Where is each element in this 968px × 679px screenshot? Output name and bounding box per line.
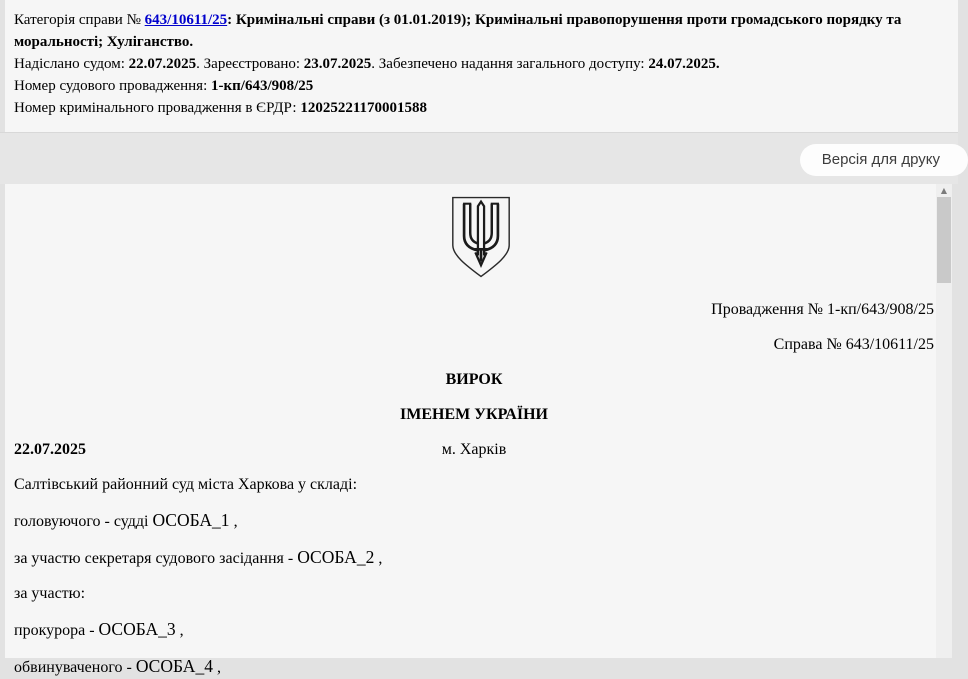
anonymized-person: ОСОБА_2 [297, 547, 375, 567]
sent-date: 22.07.2025 [128, 56, 197, 72]
doc-paragraphs [14, 474, 934, 679]
ukraine-trident-emblem-icon [450, 196, 512, 278]
case-category-line [14, 9, 944, 53]
emblem-container [14, 196, 934, 285]
doc-paragraph: Салтівський районний суд міста Харкова у складі: [14, 476, 358, 493]
verdict-city: м. Харків [441, 441, 507, 458]
verdict-title: ВИРОК [445, 371, 503, 388]
erdr-value: 12025221170001588 [300, 100, 428, 116]
scrollbar-thumb[interactable] [937, 197, 951, 283]
proceeding-number: Провадження № 1-кп/643/908/25 [711, 301, 934, 318]
court-proceeding-label: Номер судового провадження: [14, 78, 211, 94]
document-panel [5, 184, 952, 676]
erdr-number-line [14, 97, 944, 119]
date-city-line [14, 439, 934, 461]
case-info-header [5, 0, 958, 132]
case-number: Справа № 643/10611/25 [773, 336, 934, 353]
case-number-link[interactable]: 643/10611/25 [144, 12, 228, 28]
in-the-name-of-ukraine-title: ІМЕНЕМ УКРАЇНИ [400, 406, 548, 423]
anonymized-person: ОСОБА_1 [152, 510, 230, 530]
court-proceeding-number-line [14, 75, 944, 97]
case-dates-line [14, 53, 944, 75]
doc-paragraph: головуючого - судді ОСОБА_1 , [14, 510, 238, 530]
doc-paragraph: за участю секретаря судового засідання - ОСОБА_2 , [14, 547, 383, 567]
sent-label: Надіслано судом: [14, 56, 129, 72]
anonymized-person: ОСОБА_4 [135, 656, 213, 676]
registered-label: . Зареєстровано: [196, 56, 304, 72]
doc-paragraph: прокурора - ОСОБА_3 , [14, 619, 184, 639]
anonymized-person: ОСОБА_3 [98, 619, 176, 639]
court-proceeding-value: 1-кп/643/908/25 [211, 78, 314, 94]
document-scrollbar[interactable] [936, 184, 952, 658]
access-label: . Забезпечено надання загального доступу: [371, 56, 649, 72]
toolbar [0, 132, 958, 184]
scrollbar-up-arrow-icon[interactable]: ▲ [940, 186, 948, 195]
verdict-date: 22.07.2025 [14, 441, 86, 458]
erdr-label: Номер кримінального провадження в ЄРДР: [14, 100, 301, 116]
case-category-prefix: Категорія справи № [14, 12, 145, 28]
doc-paragraph: обвинуваченого - ОСОБА_4 , [14, 656, 221, 676]
registered-date: 23.07.2025 [303, 56, 372, 72]
case-category-text: : Кримінальні справи (з 01.01.2019); Кримінальні правопорушення проти громадського порядку та моральності; Хуліганство. [14, 12, 902, 50]
print-version-button[interactable]: Версія для друку [800, 144, 968, 176]
document-content [5, 184, 936, 676]
access-date: 24.07.2025. [648, 56, 720, 72]
doc-paragraph: за участю: [14, 585, 86, 602]
